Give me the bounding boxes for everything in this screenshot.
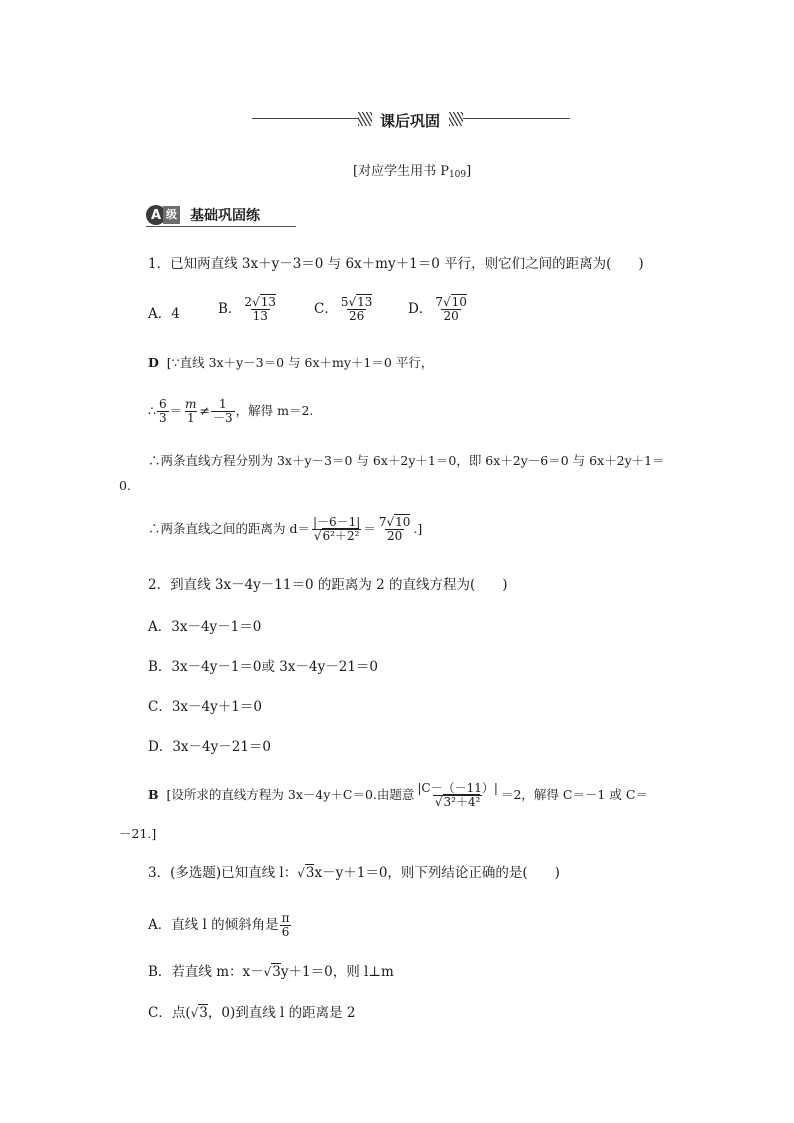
q3-option-a: A．直线 l 的倾斜角是 $\frac{\pi}{6}$	[148, 911, 290, 940]
q1-option-c: C． $\frac{5√13}{26}$	[314, 295, 373, 324]
q1-option-c-fraction: $\frac{5√13}{26}$	[340, 295, 373, 324]
section-badge	[146, 204, 260, 226]
q1-option-a: A．4	[148, 306, 180, 322]
q2-option-b: B．3x－4y－1＝0或 3x－4y－21＝0	[148, 659, 378, 675]
q1-solution-line2: ∴ $\frac{6}{3}$ ＝ $\frac{m}{1}$ ≠ $\frac{1}{-3}$ ，解得 m＝2.	[148, 397, 314, 426]
q2-answer: B	[148, 787, 159, 803]
q2-option-a: A．3x－4y－1＝0	[148, 619, 262, 635]
q1-option-d-fraction: $\frac{7√10}{20}$	[435, 295, 467, 324]
level-badge-letter: A	[146, 205, 166, 225]
q2-stem: 2．到直线 3x－4y－11＝0 的距离为 2 的直线方程为( )	[148, 577, 508, 593]
q1-solution-line4: ∴两条直线之间的距离为 d＝ $\frac{|-6-1|}{\text{√6²＋2²}}$ ＝ $\frac{7√10}{20}$ .]	[148, 515, 423, 544]
book-reference: [对应学生用书 $P_{109}$]	[353, 164, 472, 180]
q3-option-c: C．点(√3，0)到直线 l 的距离是 2	[148, 1005, 356, 1021]
q2-option-c: C．3x－4y＋1＝0	[148, 699, 262, 715]
q1-solution-line3: ∴两条直线方程分别为 3x＋y－3＝0 与 6x＋2y＋1＝0，即 6x＋2y－6＝0 与 6x＋2y＋1＝	[148, 453, 665, 468]
q1-option-b-fraction: $\frac{2√13}{13}$	[244, 295, 276, 324]
header-rule-left	[252, 118, 358, 119]
q3-option-b: B．若直线 m：x－√3y＋1＝0，则 l⊥m	[148, 964, 394, 980]
q1-option-b: B． $\frac{2√13}{13}$	[218, 295, 276, 324]
q1-solution-line1: D [∵直线 3x＋y－3＝0 与 6x＋my＋1＝0 平行，	[148, 355, 434, 370]
q2-option-d: D．3x－4y－21＝0	[148, 739, 272, 755]
page-title: 课后巩固	[380, 112, 441, 130]
q2-solution-line2: －21.]	[119, 826, 157, 841]
level-badge-suffix: 级	[163, 206, 180, 224]
header-hatch-left	[358, 112, 372, 126]
section-label: 基础巩固练	[190, 208, 260, 224]
q1-stem: 1．已知两直线 3x＋y－3＝0 与 6x＋my＋1＝0 平行，则它们之间的距离为( )	[148, 256, 644, 272]
header-hatch-right	[449, 112, 463, 126]
section-underline	[146, 226, 296, 227]
q1-option-d: D． $\frac{7√10}{20}$	[408, 295, 467, 324]
q3-stem: 3．(多选题)已知直线 l：√3x－y＋1＝0，则下列结论正确的是( )	[148, 865, 560, 881]
q1-solution-line3-cont: 0.	[119, 478, 131, 493]
header-rule-right	[463, 118, 570, 119]
q2-solution-line1: B [设所求的直线方程为 3x－4y＋C＝0.由题意 $\frac{|C-(-11)|}{\text{√3²＋4²}}$ ＝2，解得 C＝－1 或 C＝	[148, 781, 648, 810]
q1-answer: D	[148, 355, 159, 370]
